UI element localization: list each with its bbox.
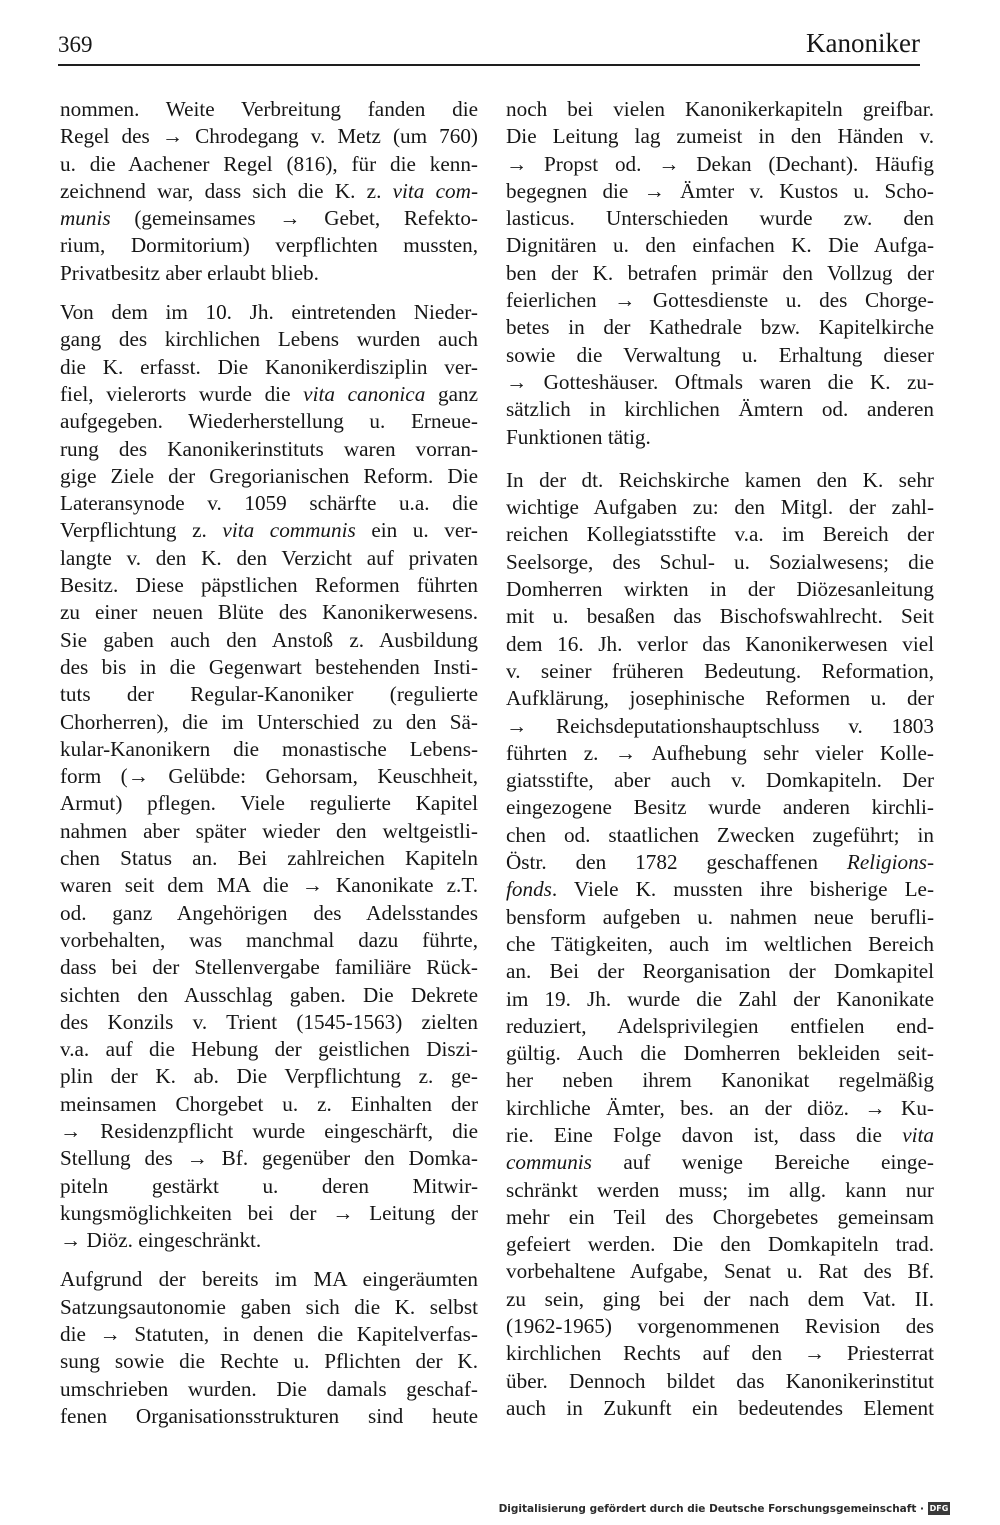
text-line: → Diöz. eingeschränkt. <box>60 1228 262 1253</box>
text-line: v.a. auf die Hebung der geistlichen Diszi- <box>60 1037 478 1062</box>
text-line: Chorherren), die im Unterschied zu den Sä- <box>60 709 478 734</box>
text-line: Seelsorge, des Schul- u. Sozialwesens; die <box>506 549 934 574</box>
text-line: ben der K. betrafen primär den Vollzug der <box>506 260 934 285</box>
footer-credit <box>499 1502 950 1515</box>
text-line: gige Ziele der Gregorianischen Reform. Die <box>60 463 478 488</box>
header-rule <box>58 64 920 66</box>
text-line: Dignitären u. den einfachen K. Die Aufga- <box>506 233 934 258</box>
text-line: gültig. Auch die Domherren bekleiden seit- <box>506 1041 934 1066</box>
text-line: Besitz. Diese päpstlichen Reformen führten <box>60 573 478 598</box>
text-line: gang des kirchlichen Lebens wurden auch <box>60 327 478 352</box>
text-line: fonds. Viele K. mussten ihre bisherige Le- <box>506 877 934 902</box>
paragraph <box>506 96 934 451</box>
text-line: Aufklärung, josephinische Reformen u. der <box>506 686 934 711</box>
paragraph-gap <box>60 287 478 299</box>
text-line: plin der K. ab. Die Verpflichtung z. ge- <box>60 1064 478 1089</box>
paragraph <box>60 299 478 1254</box>
paragraph-gap <box>60 1254 478 1266</box>
text-line: giatsstifte, aber auch v. Domkapiteln. Der <box>506 768 934 793</box>
text-line: vorbehalten, was manchmal dazu führte, <box>60 927 478 952</box>
text-line: fiel, vielerorts wurde die vita canonica ganz <box>60 381 479 406</box>
text-line: an. Bei der Reorganisation der Domkapitel <box>506 959 934 984</box>
text-line: her neben ihrem Kanonikat regelmäßig <box>506 1068 934 1093</box>
text-line: kirchlichen Rechts auf den → Priesterrat <box>506 1341 934 1366</box>
text-line: Von dem im 10. Jh. eintretenden Nieder- <box>60 300 478 325</box>
text-line: begegnen die → Ämter v. Kustos u. Scho- <box>506 178 934 203</box>
text-line: rie. Eine Folge davon ist, dass die vita <box>506 1122 934 1147</box>
text-line: feierlichen → Gottesdienste u. des Chorge- <box>506 288 934 313</box>
text-line: mehr ein Teil des Chorgebetes gemeinsam <box>506 1204 934 1229</box>
text-line: Privatbesitz aber erlaubt blieb. <box>60 260 319 285</box>
text-line: reduziert, Adelsprivilegien entfielen end- <box>506 1013 934 1038</box>
text-line: Regel des → Chrodegang v. Metz (um 760) <box>60 124 478 149</box>
text-line: sätzlich in kirchlichen Ämtern od. anderen <box>506 397 934 422</box>
text-line: Aufgrund der bereits im MA eingeräumten <box>60 1267 478 1292</box>
text-line: mit u. besaßen das Bischofswahlrecht. Seit <box>506 604 934 629</box>
text-line: communis auf wenige Bereiche einge- <box>506 1150 934 1175</box>
text-line: sung sowie die Rechte u. Pflichten der K. <box>60 1349 478 1374</box>
text-line: Armut) pflegen. Viele regulierte Kapitel <box>60 791 478 816</box>
text-line: wichtige Aufgaben zu: den Mitgl. der zahl- <box>506 495 934 520</box>
text-line: u. die Aachener Regel (816), für die kenn- <box>60 151 478 176</box>
text-line: reichen Kollegiatsstifte v.a. im Bereich der <box>506 522 934 547</box>
text-line: → Reichsdeputationshauptschluss v. 1803 <box>506 713 934 738</box>
running-head: Kanoniker <box>806 28 920 58</box>
text-line: In der dt. Reichskirche kamen den K. sehr <box>506 467 934 492</box>
text-line: umschrieben wurden. Die damals geschaf- <box>60 1376 478 1401</box>
text-line: langte v. den K. den Verzicht auf privaten <box>60 545 478 570</box>
text-line: dem 16. Jh. verlor das Kanonikerwesen viel <box>506 631 934 656</box>
text-line: des Konzils v. Trient (1545-1563) zielten <box>60 1009 478 1034</box>
text-line: waren seit dem MA die → Kanonikate z.T. <box>60 873 478 898</box>
text-line: Satzungsautonomie gaben sich die K. selbst <box>60 1294 478 1319</box>
text-line: fenen Organisationsstrukturen sind heute <box>60 1403 478 1428</box>
text-line: Sie gaben auch den Anstoß z. Ausbildung <box>60 627 478 652</box>
text-line: nahmen aber später wieder den weltgeistli- <box>60 818 478 843</box>
text-line: Domherren wirkten in der Diözesanleitung <box>506 577 934 602</box>
text-line: Lateransynode v. 1059 schärfte u.a. die <box>60 491 478 516</box>
text-line: meinsamen Chorgebet u. z. Einhalten der <box>60 1091 478 1116</box>
text-line: kungsmöglichkeiten bei der → Leitung der <box>60 1200 478 1225</box>
paragraph <box>60 96 478 287</box>
text-line: → Gotteshäuser. Oftmals waren die K. zu- <box>506 369 934 394</box>
paragraph-gap <box>506 451 934 467</box>
text-line: (1962-1965) vorgenommenen Revision des <box>506 1314 934 1339</box>
text-line: eingezogene Besitz wurde anderen kirchli- <box>506 795 934 820</box>
text-line: führten z. → Aufhebung sehr vieler Kolle- <box>506 740 934 765</box>
text-line: die K. erfasst. Die Kanonikerdisziplin ver- <box>60 354 478 379</box>
text-line: munis (gemeinsames → Gebet, Refekto- <box>60 206 478 231</box>
text-line: nommen. Weite Verbreitung fanden die <box>60 97 478 121</box>
paragraph <box>60 1266 478 1430</box>
paragraph <box>506 467 934 1422</box>
text-line: gefeiert werden. Die den Domkapiteln trad. <box>506 1232 934 1257</box>
text-line: form (→ Gelübde: Gehorsam, Keuschheit, <box>60 764 478 789</box>
text-line: v. seiner früheren Bedeutung. Reformation, <box>506 658 934 683</box>
text-line: aufgegeben. Wiederherstellung u. Erneue- <box>60 409 478 434</box>
text-line: che Tätigkeiten, auch im weltlichen Bereich <box>506 931 934 956</box>
text-line: sowie die Verwaltung u. Erhaltung dieser <box>506 342 934 367</box>
text-line: chen od. staatlichen Zwecken zugeführt; in <box>506 822 934 847</box>
text-line: lasticus. Unterschieden wurde zw. den <box>506 206 934 231</box>
text-line: rung des Kanonikerinstituts waren vorran- <box>60 436 478 461</box>
text-line: noch bei vielen Kanonikerkapiteln greifbar. <box>506 97 934 121</box>
text-line: zu sein, ging bei der nach dem Vat. II. <box>506 1286 934 1311</box>
text-line: tuts der Regular-Kanoniker (regulierte <box>60 682 478 707</box>
page-number: 369 <box>58 32 93 57</box>
text-line: → Propst od. → Dekan (Dechant). Häufig <box>506 151 934 176</box>
text-line: des bis in die Gegenwart bestehenden Insti- <box>60 654 478 679</box>
text-line: vorbehaltene Aufgabe, Senat u. Rat des Bf. <box>506 1259 934 1284</box>
text-line: Östr. den 1782 geschaffenen Religions- <box>506 850 934 875</box>
text-line: Funktionen tätig. <box>506 424 651 449</box>
text-line: zu einer neuen Blüte des Kanonikerwesens. <box>60 600 478 625</box>
text-line: die → Statuten, in denen die Kapitelverfas- <box>60 1322 478 1347</box>
text-line: zeichnend war, dass sich die K. z. vita com- <box>60 178 478 203</box>
text-line: rium, Dormitorium) verpflichten mussten, <box>60 233 478 258</box>
text-line: betes in der Kathedrale bzw. Kapitelkirche <box>506 315 934 340</box>
text-line: chen Status an. Bei zahlreichen Kapiteln <box>60 846 478 871</box>
text-line: sichten den Ausschlag gaben. Die Dekrete <box>60 982 478 1007</box>
text-line: kirchliche Ämter, bes. an der diöz. → Ku- <box>506 1095 934 1120</box>
text-line: bensform aufgeben u. nahmen neue berufli- <box>506 904 934 929</box>
left-column <box>60 96 478 1430</box>
text-line: Stellung des → Bf. gegenüber den Domka- <box>60 1146 478 1171</box>
footer-text: Digitalisierung gefördert durch die Deutsche Forschungsgemeinschaft · <box>498 1502 924 1515</box>
text-line: piteln gestärkt u. deren Mitwir- <box>60 1173 478 1198</box>
text-line: od. ganz Angehörigen des Adelsstandes <box>60 900 478 925</box>
dfg-logo-icon: DFG <box>929 1504 949 1513</box>
text-line: dass bei der Stellenvergabe familiäre Rück- <box>60 955 478 980</box>
text-line: kular-Kanonikern die monastische Lebens- <box>60 736 478 761</box>
right-column <box>506 96 934 1422</box>
text-line: schränkt werden muss; im allg. kann nur <box>506 1177 934 1202</box>
text-line: Verpflichtung z. vita communis ein u. ver- <box>60 518 478 543</box>
text-line: auch in Zukunft ein bedeutendes Element <box>506 1395 934 1420</box>
text-line: über. Dennoch bildet das Kanonikerinstitut <box>506 1368 934 1393</box>
text-line: im 19. Jh. wurde die Zahl der Kanonikate <box>506 986 934 1011</box>
text-line: → Residenzpflicht wurde eingeschärft, die <box>60 1118 478 1143</box>
text-line: Die Leitung lag zumeist in den Händen v. <box>506 124 934 149</box>
